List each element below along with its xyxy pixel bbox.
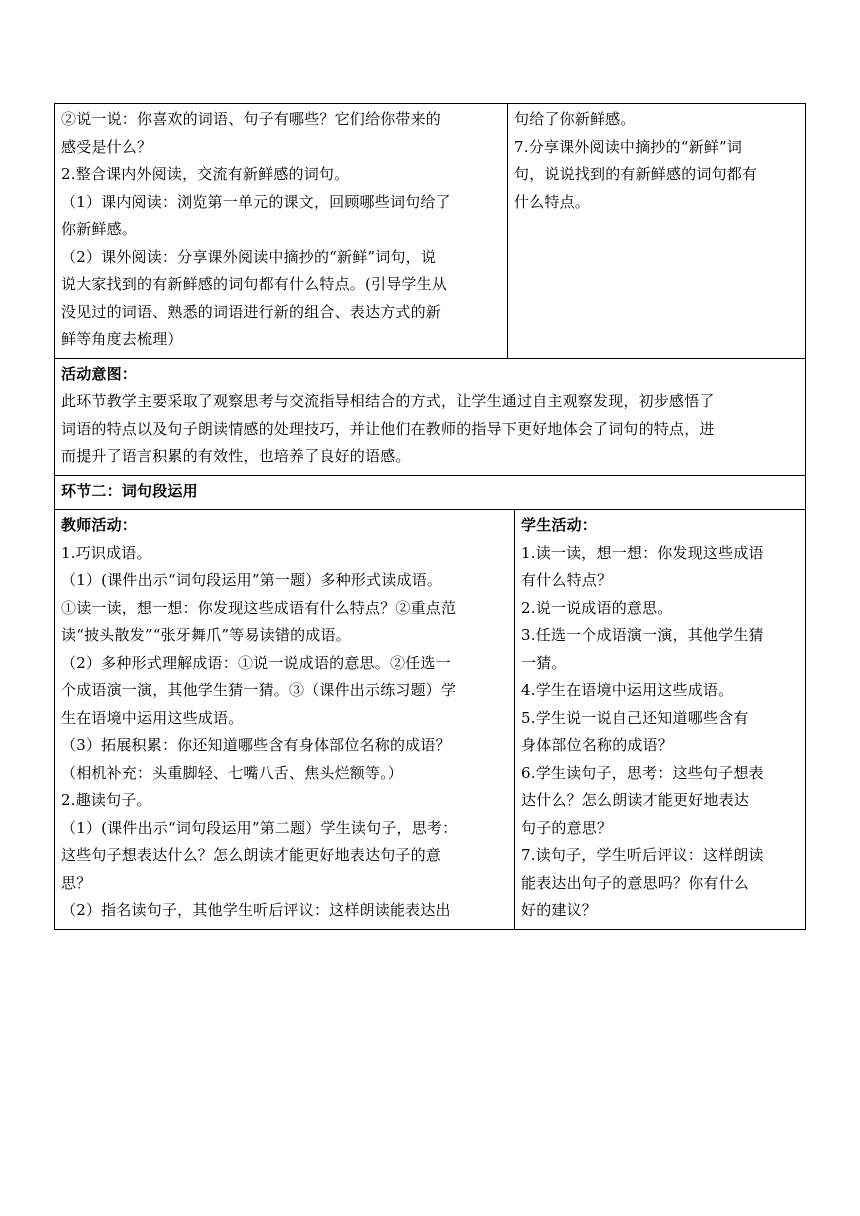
- section2-row: [54, 510, 806, 930]
- teacher-line: 这些句子想表达什么？怎么朗读才能更好地表达句子的意: [61, 846, 442, 864]
- teacher-line: （3）拓展积累：你还知道哪些含有身体部位名称的成语？: [61, 736, 451, 754]
- stage2-heading-row: [54, 476, 806, 511]
- activity-intent-line: 词语的特点以及句子朗读情感的处理技巧，并让他们在教师的指导下更好地体会了词句的特点，进: [61, 419, 715, 438]
- student-line: 7.读句子，学生听后评议：这样朗读: [521, 846, 764, 864]
- student-line: 有什么特点？: [521, 571, 613, 589]
- student-activity-heading: 学生活动：: [521, 516, 598, 534]
- teacher-line: （2）指名读句子，其他学生听后评议：这样朗读能表达出: [61, 901, 451, 919]
- student-line: 4.学生在语境中运用这些成语。: [521, 681, 734, 699]
- activity-intent-line: 而提升了语言积累的有效性，也培养了良好的语感。: [61, 447, 411, 465]
- teacher-line: 个成语演一演，其他学生猜一猜。③（课件出示练习题）学: [61, 681, 457, 699]
- teacher-line: （2）多种形式理解成语：①说一说成语的意思。②任选一: [61, 653, 451, 672]
- section1-left-line: 2.整合课内外阅读，交流有新鲜感的词句。: [61, 165, 350, 183]
- teacher-line: （1）(课件出示“词句段运用”第一题）多种形式读成语。: [61, 571, 443, 589]
- activity-intent-heading: 活动意图：: [61, 364, 138, 383]
- activity-intent-row: [54, 359, 806, 476]
- section1-left-line: 你新鲜感。: [61, 220, 138, 238]
- teacher-line: 思？: [61, 873, 92, 892]
- student-line: 好的建议？: [521, 901, 598, 919]
- section1-left-line: （1）课内阅读：浏览第一单元的课文，回顾哪些词句给了: [61, 192, 451, 211]
- student-activity-cell: [515, 510, 805, 929]
- student-line: 句子的意思？: [521, 818, 613, 837]
- section1-row: [54, 103, 806, 359]
- student-line: 2.说一说成语的意思。: [521, 598, 673, 617]
- section1-left-line: ②说一说：你喜欢的词语、句子有哪些？它们给你带来的: [61, 110, 442, 128]
- section1-left-line: （2）课外阅读：分享课外阅读中摘抄的“新鲜”词句，说: [61, 247, 437, 266]
- section1-right-line: 什么特点。: [514, 192, 591, 211]
- student-line: 5.学生说一说自己还知道哪些含有: [521, 708, 749, 727]
- teacher-line: ①读一读，想一想：你发现这些成语有什么特点？②重点范: [61, 598, 457, 617]
- section1-right-line: 句，说说找到的有新鲜感的词句都有: [514, 165, 758, 183]
- section1-left-line: 鲜等角度去梳理）: [61, 330, 183, 348]
- section1-right-line: 7.分享课外阅读中摘抄的“新鲜”词: [514, 137, 743, 156]
- teacher-activity-heading: 教师活动：: [61, 516, 138, 534]
- teacher-line: （1）(课件出示“词句段运用”第二题）学生读句子，思考：: [61, 818, 458, 837]
- section1-right-line: 句给了你新鲜感。: [514, 110, 636, 128]
- teacher-activity-cell: [55, 510, 515, 929]
- activity-intent-line: 此环节教学主要采取了观察思考与交流指导相结合的方式，让学生通过自主观察发现，初步感悟了: [61, 392, 715, 410]
- teacher-line: 读“披头散发”“张牙舞爪”等易读错的成语。: [61, 626, 351, 644]
- teacher-line: 生在语境中运用这些成语。: [61, 708, 244, 727]
- student-line: 能表达出句子的意思吗？你有什么: [521, 873, 750, 892]
- student-line: 6.学生读句子，思考：这些句子想表: [521, 763, 764, 782]
- teacher-line: 2.趣读句子。: [61, 791, 152, 809]
- section1-left-line: 感受是什么？: [61, 137, 153, 156]
- stage2-heading: 环节二：词句段运用: [61, 481, 198, 500]
- section1-left-line: 没见过的词语、熟悉的词语进行新的组合、表达方式的新: [61, 302, 442, 321]
- section1-left-line: 说大家找到的有新鲜感的词句都有什么特点。(引导学生从: [61, 275, 448, 293]
- student-line: 身体部位名称的成语？: [521, 736, 674, 754]
- lesson-plan-table: [54, 103, 806, 930]
- section1-right-cell: [508, 104, 805, 358]
- teacher-line: 1.巧识成语。: [61, 543, 152, 562]
- student-line: 3.任选一个成语演一演，其他学生猜: [521, 626, 764, 644]
- teacher-line: （相机补充：头重脚轻、七嘴八舌、焦头烂额等。）: [61, 763, 404, 782]
- section1-left-cell: [55, 104, 508, 358]
- student-line: 一猜。: [521, 653, 567, 672]
- student-line: 达什么？怎么朗读才能更好地表达: [521, 791, 750, 809]
- student-line: 1.读一读，想一想：你发现这些成语: [521, 543, 764, 562]
